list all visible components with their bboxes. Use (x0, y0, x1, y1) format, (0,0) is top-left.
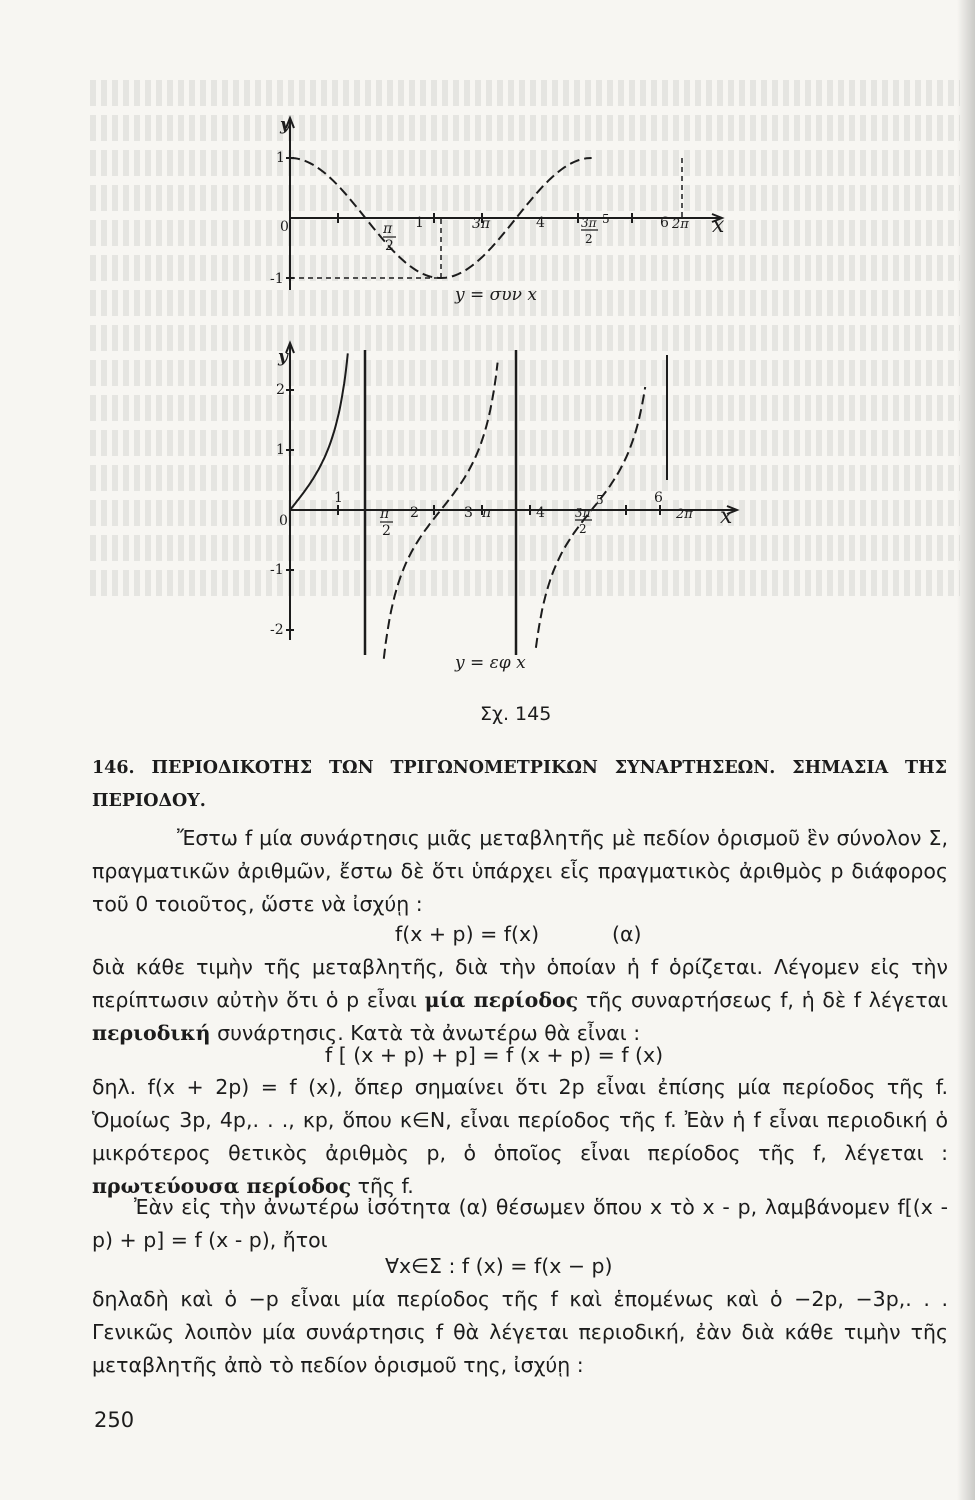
cos-tick-3pi: 3π (472, 216, 491, 232)
cos-tick-1x: 1 (415, 215, 424, 231)
figure-caption: Σχ. 145 (480, 703, 552, 725)
cos-tick-2pi: 2π (672, 217, 689, 232)
cos-tick-5: 5 (602, 212, 610, 226)
equation-c: ∀x∈Σ : f (x) = f(x − p) (385, 1254, 613, 1278)
tan-tick-1: 1 (276, 442, 285, 458)
tan-branch-2 (536, 387, 645, 648)
tan-branch-0 (290, 353, 348, 510)
page-number: 250 (94, 1408, 135, 1432)
cos-tick-den2: 2 (585, 232, 593, 246)
tan-tick-5: 5 (596, 493, 604, 507)
paragraph-3 (92, 1071, 948, 1203)
page-edge-shadow (957, 0, 975, 1500)
p3-bold-principal-period: πρωτεύουσα περίοδος (92, 1174, 352, 1198)
tan-tick-2: 2 (276, 382, 285, 398)
equation-a-tag: (α) (612, 922, 642, 946)
tan-y-label: y (278, 347, 288, 367)
cos-tick-pi-half: π (383, 221, 393, 237)
tan-graph (286, 343, 737, 659)
trig-figure (250, 100, 770, 695)
tan-tick-neg2: -2 (270, 622, 284, 638)
equation-a: f(x + p) = f(x) (395, 922, 540, 946)
tan-tick-2x: 2 (410, 505, 419, 521)
tan-function-label: y = εφ x (455, 653, 526, 673)
cos-tick-den: 2 (385, 238, 394, 254)
paragraph-4: Ἐὰν εἰς τὴν ἀνωτέρω ἰσότητα (α) θέσωμεν ὅπου x τὸ x - p, λαμβάνομεν f[(x - p) + p] = f (x - p), ἤτοι (92, 1195, 948, 1252)
cos-tick-4: 4 (536, 215, 545, 231)
cos-graph (286, 118, 722, 290)
tan-x-label: x (720, 504, 733, 529)
paragraph-1: Ἔστω f μία συνάρτησις μιᾶς μεταβλητῆς μὲ πεδίον ὁρισμοῦ ἓν σύνολον Σ, πραγματικῶν ἀριθμῶν, ἔστω δὲ ὅτι ὑπάρχει εἷς πραγματικὸς ἀριθμὸς p διάφορος τοῦ 0 τοιοῦτος, ὥστε νὰ ἰσχύῃ : (92, 826, 948, 916)
p2-text-3: συνάρτησις. Κατὰ τὰ ἀνωτέρω θὰ εἶναι : (210, 1021, 641, 1045)
tan-tick-pi: π (482, 505, 492, 521)
cos-labels (270, 115, 725, 305)
tan-tick-den2: 2 (579, 522, 587, 536)
cos-tick-1: 1 (276, 150, 285, 166)
tan-tick-1x: 1 (334, 490, 343, 506)
cos-x-label: x (712, 213, 725, 238)
cos-tick-3pi-half: 3π (581, 216, 597, 230)
tan-tick-0: 0 (279, 513, 288, 529)
tan-tick-4: 4 (536, 505, 545, 521)
tan-tick-6: 6 (654, 490, 663, 506)
cos-y-label: y (280, 115, 290, 135)
tan-tick-2pi: 2π (676, 507, 693, 522)
paragraph-5: δηλαδὴ καὶ ὁ −p εἶναι μία περίοδος τῆς f καὶ ἑπομένως καὶ ὁ −2p, −3p,. . . Γενικῶς λοιπὸν μία συνάρτησις f θὰ λέγεται περιοδική, ἐὰν διὰ κάθε τιμὴν τῆς μεταβλητῆς ἀπὸ τὸ πεδίον ὁρισμοῦ της, ἰσχύῃ : (92, 1287, 948, 1377)
section-heading: 146. ΠΕΡΙΟΔΙΚΟΤΗΣ ΤΩΝ ΤΡΙΓΩΝΟΜΕΤΡΙΚΩΝ ΣΥΝΑΡΤΗΣΕΩΝ. ΣΗΜΑΣΙΑ ΤΗΣ ΠΕΡΙΟΔΟΥ. (92, 758, 947, 811)
p2-text-2: τῆς συναρτήσεως f, ἡ δὲ f λέγεται (578, 988, 948, 1012)
tan-tick-3: 3 (464, 505, 473, 521)
tan-tick-pi-half: π (380, 506, 390, 522)
p2-bold-period: μία περίοδος (424, 988, 579, 1012)
tan-tick-neg1: -1 (270, 562, 284, 578)
cos-function-label: y = συν x (455, 285, 537, 305)
p3-text-1: δηλ. f(x + 2p) = f (x), ὅπερ σημαίνει ὅτι 2p εἶναι ἐπίσης μία περίοδος τῆς f. Ὁμοίως 3p, 4p,. . ., κp, ὅπου κ∈N, εἶναι περίοδος τῆς f. Ἐὰν ἡ f εἶναι περιοδική ὁ μικρότερος θετικὸς ἀριθμὸς p, ὁ ὁποῖος εἶναι περίοδος τῆς f, λέγεται : (92, 1075, 948, 1165)
p2-bold-periodic: περιοδική (92, 1021, 211, 1045)
cos-tick-neg1: -1 (270, 271, 284, 287)
cos-tick-6: 6 (660, 215, 669, 231)
tan-tick-den: 2 (382, 523, 391, 539)
paragraph-2 (92, 951, 948, 1050)
p3-text-2: τῆς f. (351, 1174, 414, 1198)
cos-tick-0: 0 (280, 219, 289, 235)
p2-text-1: διὰ κάθε τιμὴν τῆς μεταβλητῆς, διὰ τὴν ὁποίαν ἡ f ὁρίζεται. Λέγομεν εἰς τὴν περίπτωσιν αὐτὴν ὅτι ὁ p εἶναι (92, 955, 948, 1012)
tan-tick-3pi-half: 3π (575, 506, 591, 520)
equation-b: f [ (x + p) + p] = f (x + p) = f (x) (325, 1043, 664, 1067)
